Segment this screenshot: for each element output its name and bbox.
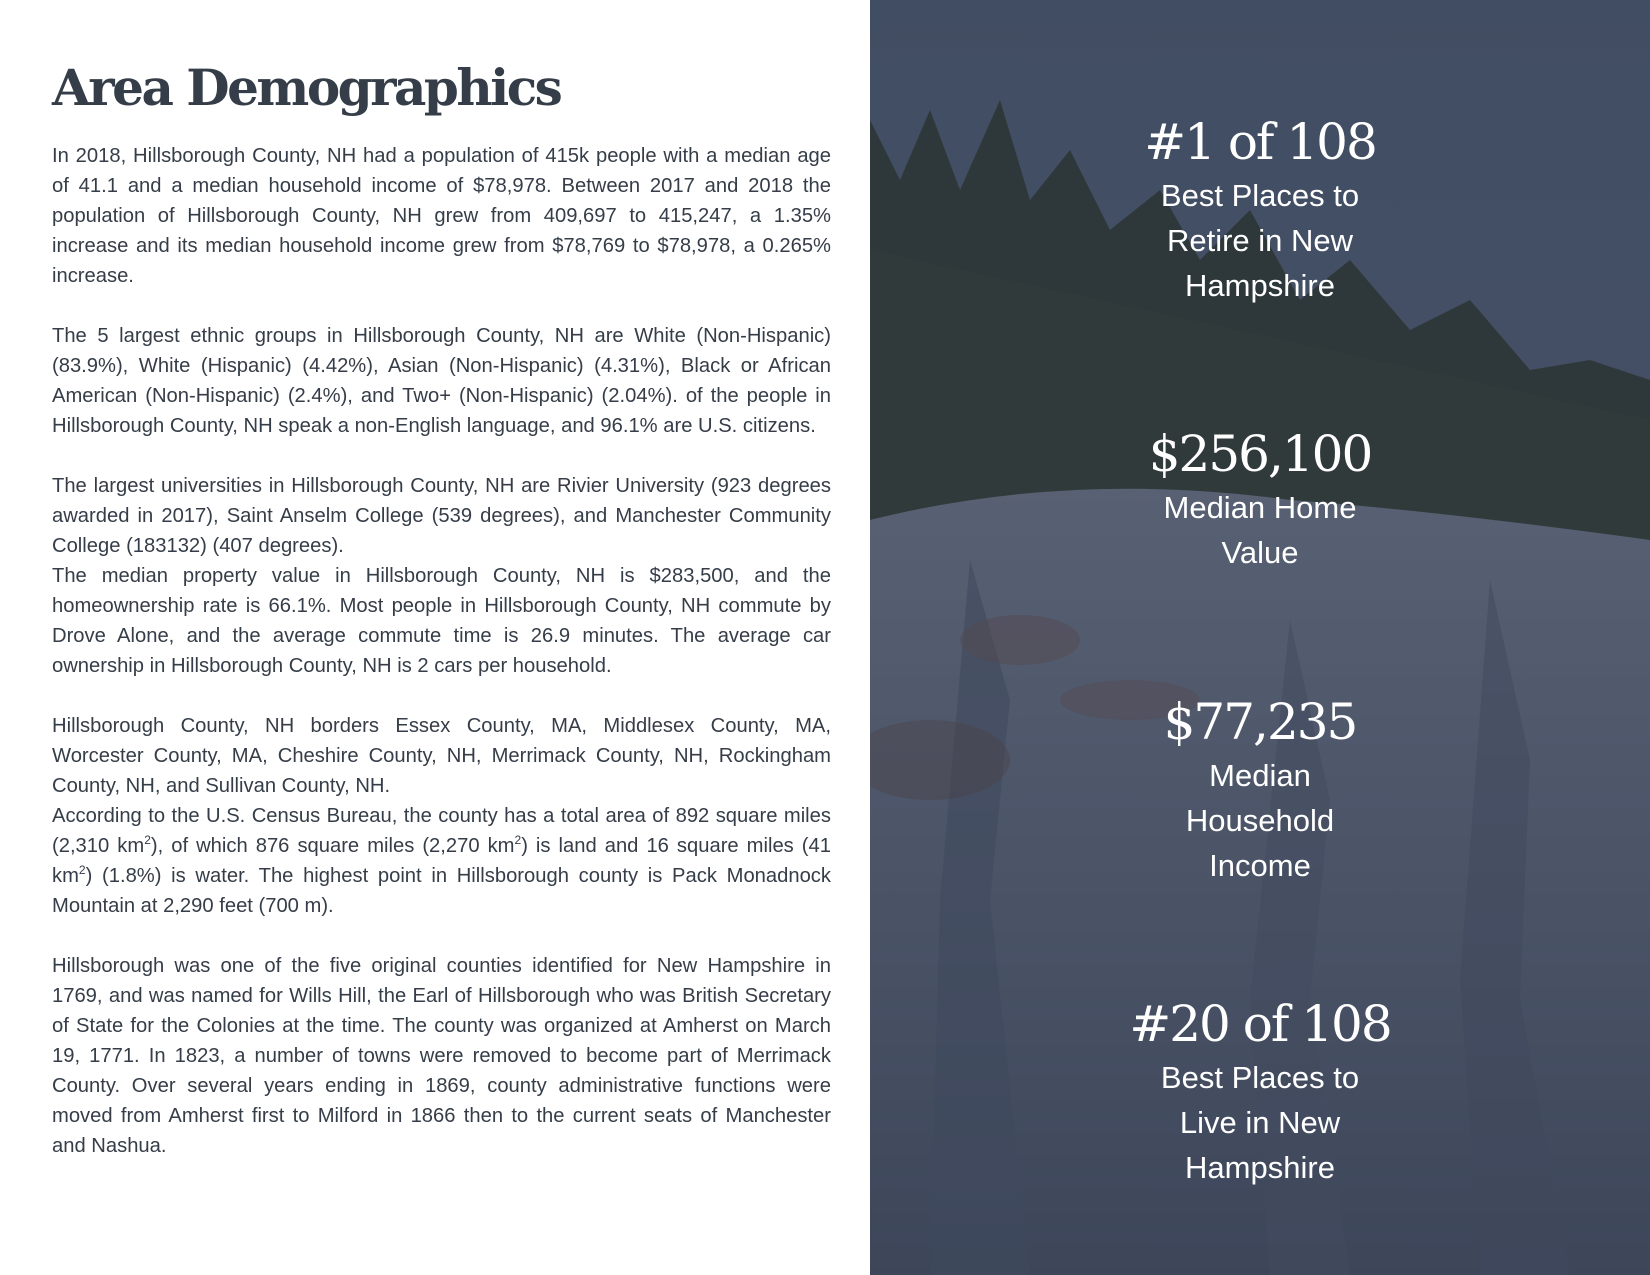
stat-value: #20 of 108 xyxy=(1129,995,1391,1053)
paragraph-population: In 2018, Hillsborough County, NH had a population of 415k people with a median age of 41.1 and a median household income of $78,978. Between 2017 and 2018 the population of Hillsborough County, NH grew from 409,697 to 415,247, a 1.35% increase and its median household income grew from $78,769 to $78,978, a 0.265% increase. xyxy=(52,145,831,287)
body-text xyxy=(52,141,831,1161)
paragraph-history: Hillsborough was one of the five original counties identified for New Hampshire in 1769, and was named for Wills Hill, the Earl of Hillsborough who was British Secretary of State for the Colonies at the time. The county was organized at Amherst on March 19, 1771. In 1823, a number of towns were removed to become part of Merrimack County. Over several years ending in 1869, county administrative functions were moved from Amherst first to Milford in 1866 then to the current seats of Manchester and Nashua. xyxy=(52,955,831,1157)
geography-text-2: ), of which 876 square miles (2,270 km xyxy=(150,835,515,857)
stat-value: $77,235 xyxy=(1163,693,1357,751)
page-title: Area Demographics xyxy=(52,58,561,117)
stat-value: #1 of 108 xyxy=(1144,113,1376,171)
stat-retire-rank xyxy=(870,111,1650,308)
stats-panel xyxy=(870,0,1650,1275)
superscript: 2 xyxy=(514,833,522,847)
paragraph-housing: The median property value in Hillsborough County, NH is $283,500, and the homeownership rate is 66.1%. Most people in Hillsborough County, NH commute by Drove Alone, and the average commute time is 26.9 minutes. The average car ownership in Hillsborough County, NH is 2 cars per household. xyxy=(52,565,831,677)
stat-label: Median Household Income xyxy=(1185,758,1335,883)
paragraph-geography xyxy=(52,801,831,921)
stat-household-income xyxy=(870,691,1650,888)
stat-label: Best Places to Retire in New Hampshire xyxy=(1160,178,1360,303)
stat-value: $256,100 xyxy=(1148,425,1372,483)
paragraph-borders: Hillsborough County, NH borders Essex County, MA, Middlesex County, MA, Worcester County, MA, Cheshire County, NH, Merrimack County, NH, Rockingham County, NH, and Sullivan County, NH. xyxy=(52,715,831,797)
stat-home-value xyxy=(870,423,1650,575)
stat-live-rank xyxy=(870,993,1650,1190)
geography-text-1: According to the U.S. Census Bureau, the county has a total area of 892 square miles (2,310 km xyxy=(52,805,831,857)
stat-label: Median Home Value xyxy=(1163,490,1357,570)
geography-text-3: ) is land and 16 square miles (41 km xyxy=(52,835,831,887)
superscript: 2 xyxy=(78,863,86,877)
paragraph-ethnicity: The 5 largest ethnic groups in Hillsborough County, NH are White (Non-Hispanic) (83.9%), White (Hispanic) (4.42%), Asian (Non-Hispanic) (4.31%), Black or African American (Non-Hispanic) (2.4%), and Two+ (Non-Hispanic) (2.04%). of the people in Hillsborough County, NH speak a non-English language, and 96.1% are U.S. citizens. xyxy=(52,325,831,437)
superscript: 2 xyxy=(144,833,151,847)
geography-text-4: ) (1.8%) is water. The highest point in Hillsborough county is Pack Monadnock Mountain at 2,290 feet (700 m). xyxy=(52,865,831,917)
stat-label: Best Places to Live in New Hampshire xyxy=(1160,1060,1360,1185)
paragraph-universities: The largest universities in Hillsborough County, NH are Rivier University (923 degrees awarded in 2017), Saint Anselm College (539 degrees), and Manchester Community College (183132) (407 degrees). xyxy=(52,475,831,557)
